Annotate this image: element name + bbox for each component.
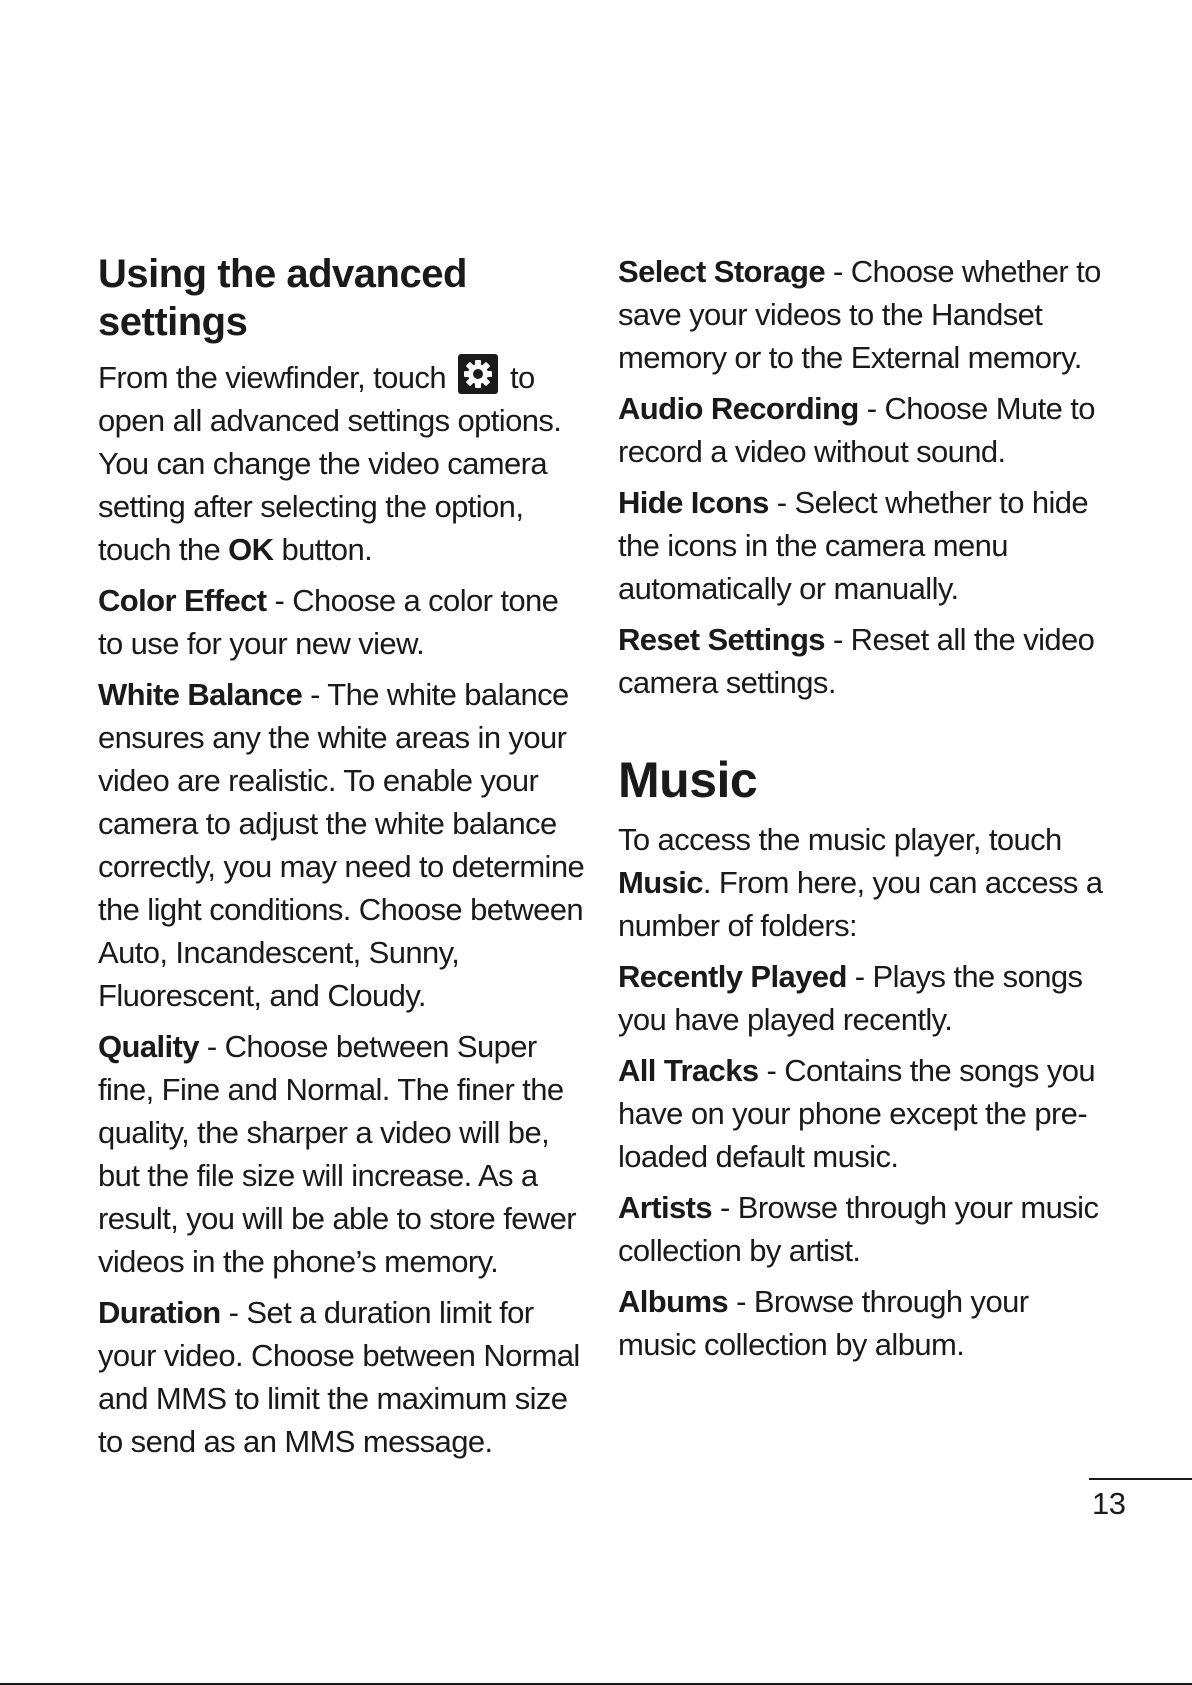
term-description: - Choose whether to save your videos to the Handset memory or to the External memory. [618, 254, 1101, 375]
intro-after-icon: to open all advanced settings options. You can change the video camera setting after selecting the option, touch the [98, 360, 562, 567]
setting-hide-icons [618, 481, 1108, 610]
term-label: Audio Recording [618, 391, 859, 426]
term-description: - Plays the songs you have played recently. [618, 959, 1083, 1037]
page-number-rule [1089, 1478, 1192, 1480]
term-label: Select Storage [618, 254, 825, 289]
section-title-music: Music [618, 752, 758, 808]
intro-paragraph [98, 354, 588, 571]
music-term: Music [618, 865, 703, 900]
setting-duration [98, 1291, 588, 1463]
term-description: - Select whether to hide the icons in the camera menu automatically or manually. [618, 485, 1089, 606]
left-column [98, 250, 588, 1471]
term-label: Quality [98, 1029, 199, 1064]
term-label: Color Effect [98, 583, 267, 618]
intro-end: button. [281, 532, 373, 567]
term-description: - Browse through your music collection by artist. [618, 1190, 1099, 1268]
term-description: - The white balance ensures any the white areas in your video are realistic. To enable your camera to adjust the white balance correctly, you may need to determine the light conditions. Choose between Auto, Incandescent, Sunny, Fluorescent, and Cloudy. [98, 677, 585, 1013]
ok-label: OK [228, 532, 274, 567]
setting-audio-recording [618, 387, 1108, 473]
term-label: Hide Icons [618, 485, 769, 520]
music-folder-all-tracks [618, 1049, 1108, 1178]
term-label: Reset Settings [618, 622, 825, 657]
term-label: Duration [98, 1295, 221, 1330]
term-label: All Tracks [618, 1053, 759, 1088]
music-folder-artists [618, 1186, 1108, 1272]
setting-quality [98, 1025, 588, 1283]
music-intro-after: . From here, you can access a number of folders: [618, 865, 1103, 943]
term-description: - Contains the songs you have on your phone except the pre-loaded default music. [618, 1053, 1096, 1174]
right-column [618, 250, 1108, 1374]
setting-white-balance [98, 673, 588, 1017]
setting-select-storage [618, 250, 1108, 379]
term-description: - Reset all the video camera settings. [618, 622, 1095, 700]
setting-color-effect [98, 579, 588, 665]
term-label: Recently Played [618, 959, 847, 994]
music-intro-before: To access the music player, touch [618, 822, 1062, 857]
music-folder-recently-played [618, 955, 1108, 1041]
term-label: Albums [618, 1284, 729, 1319]
section-title-advanced-settings: Using the advanced settings [98, 252, 467, 344]
setting-reset-settings [618, 618, 1108, 704]
music-intro-paragraph [618, 818, 1108, 947]
term-label: Artists [618, 1190, 712, 1225]
term-description: - Set a duration limit for your video. Choose between Normal and MMS to limit the maximum size to send as an MMS message. [98, 1295, 580, 1459]
intro-before-icon: From the viewfinder, touch [98, 360, 446, 395]
music-folder-albums [618, 1280, 1108, 1366]
term-description: - Browse through your music collection by album. [618, 1284, 1029, 1362]
term-description: - Choose a color tone to use for your new view. [98, 583, 559, 661]
gear-icon [458, 354, 498, 394]
term-description: - Choose Mute to record a video without sound. [618, 391, 1095, 469]
page-number: 13 [1092, 1486, 1126, 1521]
term-description: - Choose between Super fine, Fine and Normal. The finer the quality, the sharper a video will be, but the file size will increase. As a result, you will be able to store fewer videos in the phone’s memory. [98, 1029, 577, 1279]
term-label: White Balance [98, 677, 303, 712]
